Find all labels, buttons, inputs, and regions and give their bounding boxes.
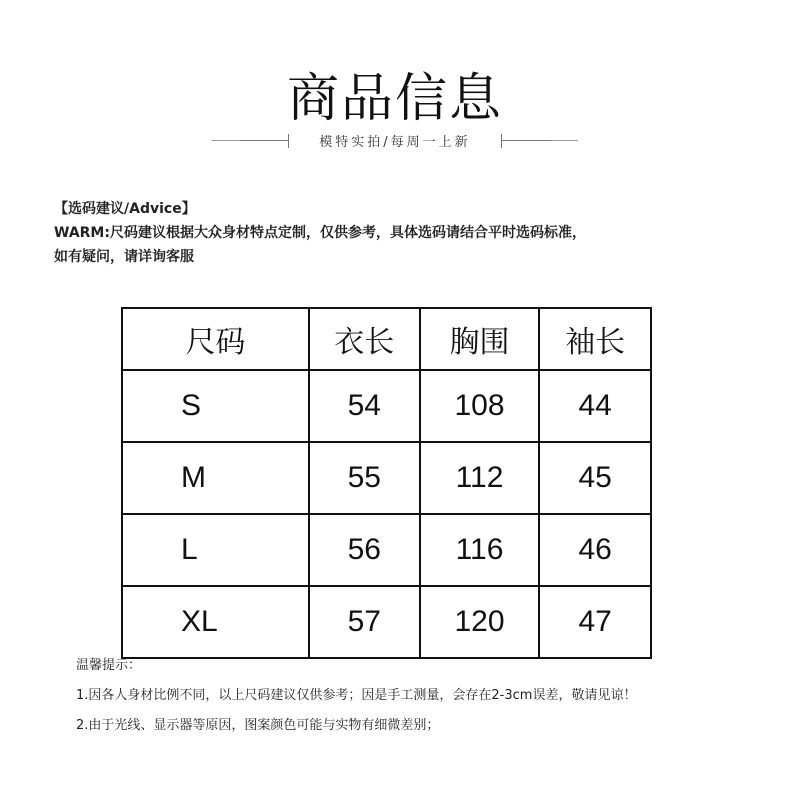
divider-tick: [501, 134, 502, 148]
length-cell: 55: [309, 442, 420, 514]
chest-cell: 112: [420, 442, 540, 514]
header-cell-size: 尺码: [122, 308, 309, 370]
tip-item: 1.因各人身材比例不同，以上尺码建议仅供参考；因是手工测量，会存在2-3cm误差，敬请见谅！: [76, 688, 637, 703]
divider-line: [550, 140, 578, 141]
table-row: [122, 514, 651, 586]
subtitle-text: 模特实拍/每周一上新: [319, 135, 471, 150]
tips-section: [76, 651, 636, 741]
size-cell: XL: [122, 586, 309, 658]
sleeve-cell: 47: [539, 586, 651, 658]
divider-line: [240, 140, 288, 141]
size-cell: L: [122, 514, 309, 586]
size-cell: S: [122, 370, 309, 442]
divider-line: [502, 140, 550, 141]
tip-item: 2.由于光线、显示器等原因，图案颜色可能与实物有细微差别；: [76, 718, 440, 733]
size-cell: M: [122, 442, 309, 514]
sleeve-cell: 44: [539, 370, 651, 442]
chest-cell: 108: [420, 370, 540, 442]
length-cell: 57: [309, 586, 420, 658]
advice-section: [54, 197, 586, 269]
size-table: [121, 307, 652, 659]
header-cell-length: 衣长: [309, 308, 420, 370]
tips-heading: 温馨提示：: [76, 658, 142, 673]
table-row: [122, 586, 651, 658]
table-header-row: [122, 308, 651, 370]
subtitle-bar: [240, 130, 550, 152]
advice-line: 如有疑问，请详询客服: [54, 249, 194, 265]
length-cell: 54: [309, 370, 420, 442]
table-row: [122, 370, 651, 442]
header-cell-chest: 胸围: [420, 308, 540, 370]
divider-line: [212, 140, 240, 141]
length-cell: 56: [309, 514, 420, 586]
sleeve-cell: 45: [539, 442, 651, 514]
header-cell-sleeve: 袖长: [539, 308, 651, 370]
advice-line: WARM:尺码建议根据大众身材特点定制，仅供参考，具体选码请结合平时选码标准，: [54, 225, 586, 241]
table-row: [122, 442, 651, 514]
sleeve-cell: 46: [539, 514, 651, 586]
chest-cell: 116: [420, 514, 540, 586]
chest-cell: 120: [420, 586, 540, 658]
advice-heading: 【选码建议/Advice】: [54, 201, 196, 217]
page-title: 商品信息: [286, 69, 503, 129]
